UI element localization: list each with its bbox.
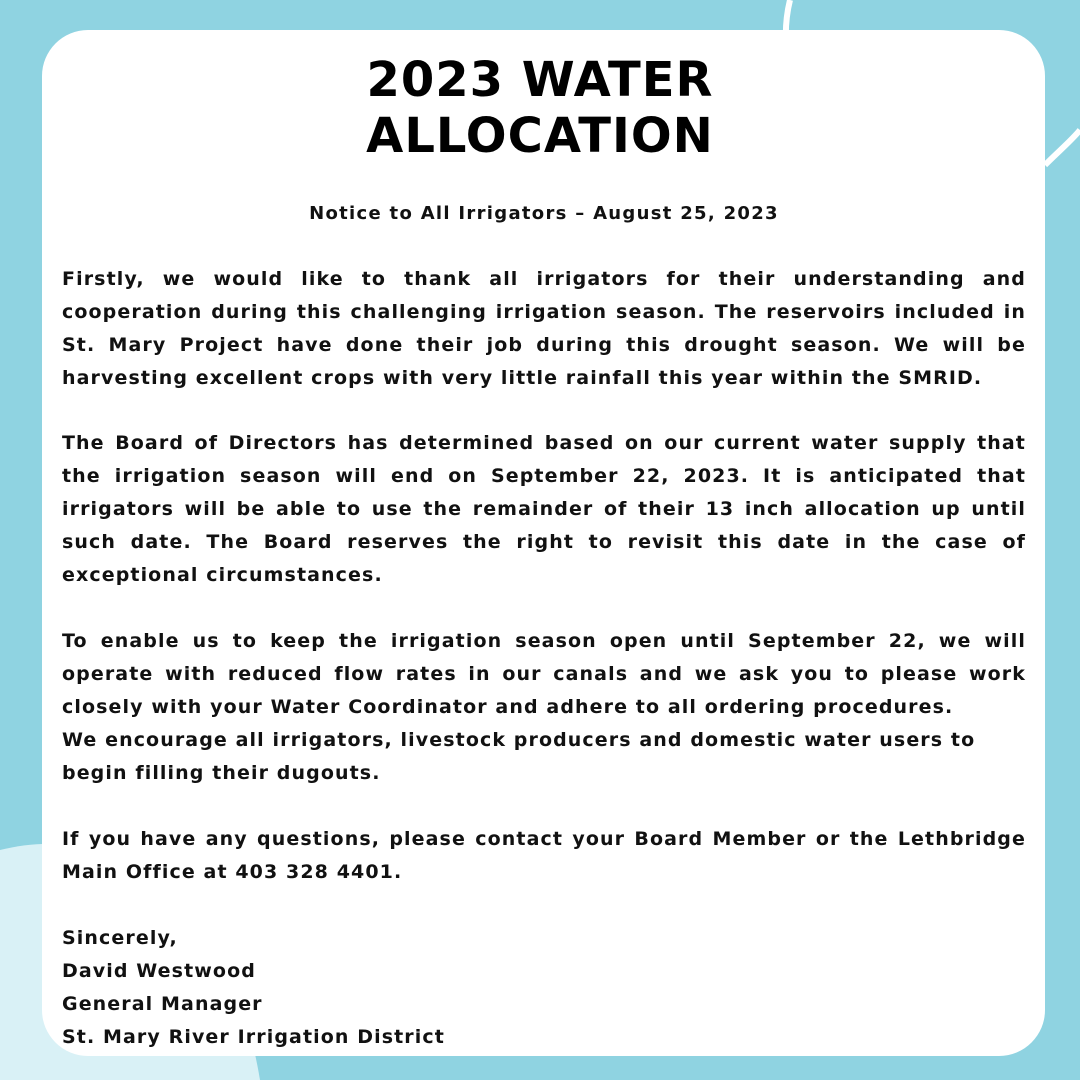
signature-closing: Sincerely, [62, 927, 178, 949]
paragraph-thanks: Firstly, we would like to thank all irrigators for their understanding and cooperation during this challenging irrigation season. The reservoirs included in St. Mary Project have done their job during this drought season. We will be harvesting excellent crops with very little rainfall this year within the SMRID. [62, 268, 1026, 389]
title-line-1: 2023 WATER [366, 52, 714, 108]
signature-organization: St. Mary River Irrigation District [62, 1026, 445, 1048]
signature-name: David Westwood [62, 960, 256, 982]
signature-role: General Manager [62, 993, 263, 1015]
signature-block [62, 922, 762, 1054]
paragraph-flow-rates: To enable us to keep the irrigation season open until September 22, we will operate with reduced flow rates in our canals and we ask you to please work closely with your Water Coordinator and adhere to all ordering procedures. [62, 630, 1026, 718]
title-line-2: ALLOCATION [366, 108, 714, 164]
paragraph-dugouts: We encourage all irrigators, livestock producers and domestic water users to begin filling their dugouts. [62, 729, 976, 784]
page-title [0, 52, 1080, 164]
paragraph-season-end: The Board of Directors has determined based on our current water supply that the irrigation season will end on September 22, 2023. It is anticipated that irrigators will be able to use the remainder of their 13 inch allocation up until such date. The Board reserves the right to revisit this date in the case of exceptional circumstances. [62, 432, 1026, 586]
notice-subtitle: Notice to All Irrigators – August 25, 2023 [309, 203, 779, 224]
paragraph-contact: If you have any questions, please contact your Board Member or the Lethbridge Main Office at 403 328 4401. [62, 828, 1026, 883]
